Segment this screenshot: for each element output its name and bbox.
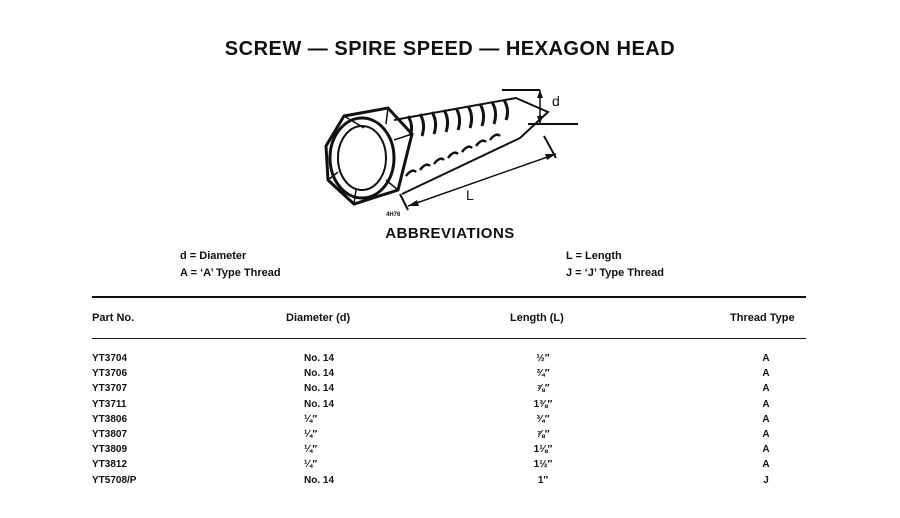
- part-number: YT3704: [92, 353, 128, 364]
- part-number: YT3706: [92, 368, 128, 380]
- header-part-no: Part No.: [92, 312, 135, 324]
- figure-code: 4H76: [386, 212, 401, 218]
- length-value: 1⅛″: [533, 444, 553, 456]
- diameter-value: No. 14: [304, 398, 335, 410]
- thread-type-value: A: [762, 459, 770, 471]
- part-number: YT3809: [92, 444, 128, 456]
- diameter-value: ¼″: [304, 444, 318, 456]
- table-row: [0, 429, 900, 444]
- thread-type-value: J: [763, 474, 769, 486]
- table-top-rule: [92, 296, 806, 298]
- diameter-value: ¼″: [304, 459, 318, 471]
- header-thread-type: Thread Type: [730, 312, 795, 324]
- table-row: [0, 368, 900, 383]
- diameter-value: No. 14: [304, 383, 335, 395]
- diameter-value: ¼″: [304, 428, 318, 440]
- table-row: [0, 353, 900, 368]
- thread-type-value: A: [762, 413, 770, 425]
- table-header-rule: [92, 338, 806, 339]
- thread-type-value: A: [762, 353, 770, 364]
- diameter-value: ¼″: [304, 413, 318, 425]
- table-row: [0, 475, 900, 490]
- abbr-length: L = Length: [566, 250, 622, 262]
- parts-table-body: [0, 353, 900, 490]
- length-value: ¾″: [536, 368, 550, 380]
- diameter-value: No. 14: [304, 474, 335, 486]
- length-value: ⅞″: [536, 428, 550, 440]
- table-row: [0, 383, 900, 398]
- part-number: YT3711: [92, 398, 127, 410]
- table-row: [0, 444, 900, 459]
- length-value: 1½″: [533, 459, 553, 471]
- thread-type-value: A: [762, 368, 770, 380]
- length-value: ¾″: [536, 413, 550, 425]
- part-number: YT3806: [92, 413, 128, 425]
- length-value: ⅞″: [536, 383, 550, 395]
- length-value: 1″: [537, 474, 549, 486]
- diameter-value: No. 14: [304, 368, 335, 380]
- thread-type-value: A: [762, 398, 770, 410]
- abbreviations-heading: ABBREVIATIONS: [385, 225, 515, 242]
- page-title: SCREW — SPIRE SPEED — HEXAGON HEAD: [224, 38, 676, 60]
- part-number: YT3807: [92, 428, 128, 440]
- thread-type-value: A: [762, 383, 770, 395]
- table-row: [0, 459, 900, 474]
- part-number: YT5708/P: [92, 474, 137, 486]
- abbr-j-thread: J = ‘J’ Type Thread: [566, 267, 664, 279]
- abbr-a-thread: A = ‘A’ Type Thread: [180, 267, 281, 279]
- dimension-d-label: d: [552, 93, 560, 109]
- diameter-value: No. 14: [304, 353, 335, 364]
- hexagon-head-screw-illustration: [316, 76, 586, 228]
- dimension-l-label: L: [466, 187, 474, 203]
- table-row: [0, 414, 900, 429]
- header-diameter: Diameter (d): [286, 312, 351, 324]
- abbr-diameter: d = Diameter: [180, 250, 247, 262]
- length-value: 1⅜″: [533, 398, 553, 410]
- table-row: [0, 399, 900, 414]
- part-number: YT3707: [92, 383, 128, 395]
- header-length: Length (L): [510, 312, 564, 324]
- part-number: YT3812: [92, 459, 128, 471]
- thread-type-value: A: [762, 428, 770, 440]
- thread-type-value: A: [762, 444, 770, 456]
- length-value: ½″: [536, 353, 550, 364]
